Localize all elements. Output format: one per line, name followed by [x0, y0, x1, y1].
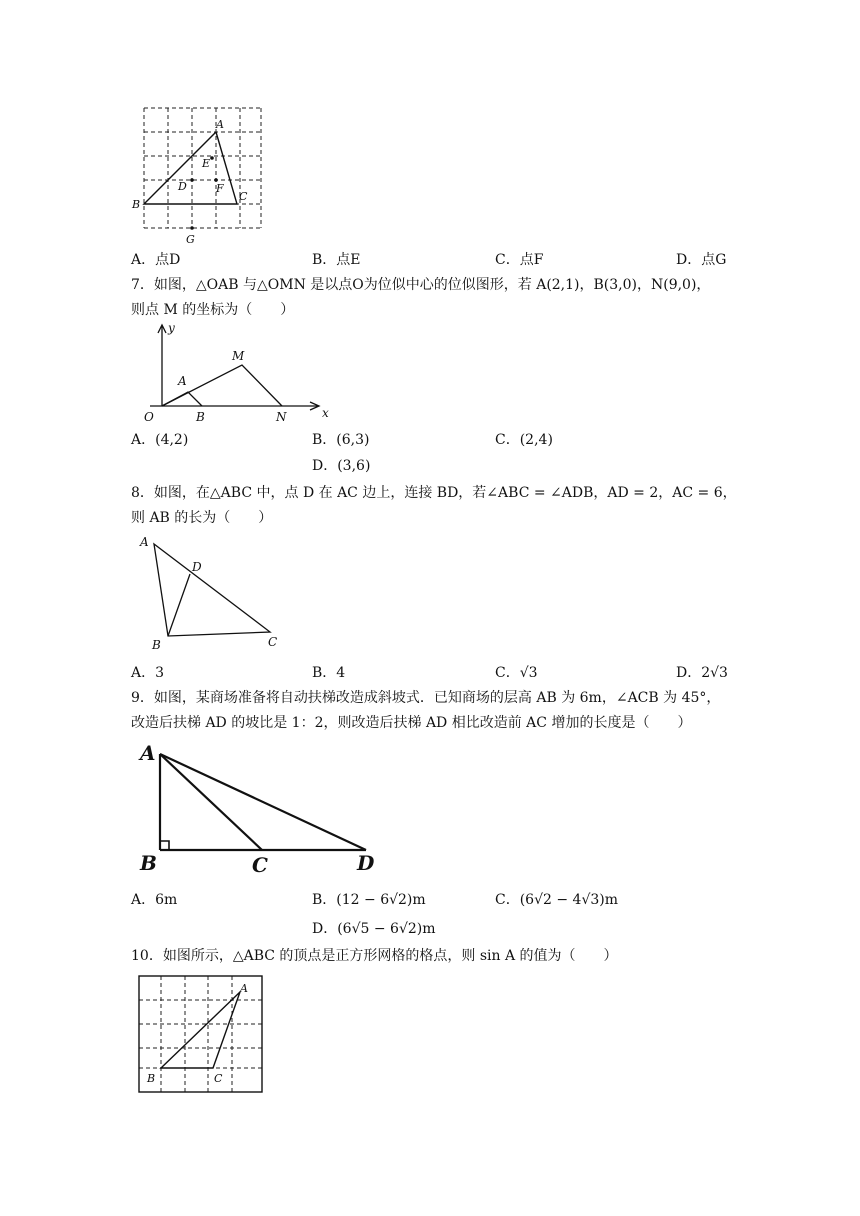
q9-option-b: B．(12 − 6√2)m	[312, 892, 426, 908]
q8-label-a: A	[140, 535, 149, 549]
q7-label-y: y	[168, 321, 175, 335]
q8-stem-line2: 则 AB 的长为（ ）	[131, 510, 273, 526]
q9-option-d: D．(6√5 − 6√2)m	[312, 921, 436, 937]
q9-stem-line1: 9．如图，某商场准备将自动扶梯改造成斜坡式．已知商场的层高 AB 为 6m，∠ACB 为 45°，	[131, 690, 721, 706]
q10-grid-figure	[130, 968, 270, 1096]
q9-escalator-figure	[130, 736, 380, 881]
q8-stem-line1: 8．如图，在△ABC 中，点 D 在 AC 边上，连接 BD，若∠ABC = ∠ADB，AD = 2，AC = 6，	[131, 485, 737, 501]
q9-stem-line2: 改造后扶梯 AD 的坡比是 1：2，则改造后扶梯 AD 相比改造前 AC 增加的长度是（ ）	[131, 715, 692, 731]
q10-stem-line1: 10．如图所示，△ABC 的顶点是正方形网格的格点，则 sin A 的值为（ ）	[131, 948, 618, 964]
q6-label-g: G	[186, 233, 195, 246]
q10-label-c: C	[214, 1072, 223, 1085]
q6-grid-figure	[130, 100, 270, 250]
q6-label-b: B	[132, 198, 141, 211]
q7-label-n: N	[276, 410, 287, 424]
q7-option-b: B．(6,3)	[312, 432, 370, 448]
q7-option-c: C．(2,4)	[495, 432, 553, 448]
q10-label-a: A	[240, 982, 248, 995]
q7-option-a: A．(4,2)	[131, 432, 189, 448]
q10-label-b: B	[147, 1072, 156, 1085]
q9-option-c: C．(6√2 − 4√3)m	[495, 892, 619, 908]
q7-label-b: B	[196, 410, 205, 424]
q6-label-d: D	[178, 180, 187, 193]
q6-option-d: D．点G	[676, 252, 727, 268]
q7-option-d: D．(3,6)	[312, 458, 371, 474]
q7-coordinate-figure	[130, 318, 340, 428]
q9-option-a: A．6m	[131, 892, 178, 908]
q6-label-e: E	[202, 157, 211, 170]
q6-label-a: A	[216, 118, 224, 131]
q7-label-m: M	[232, 349, 245, 363]
q8-triangle-figure	[130, 528, 290, 654]
q8-option-d: D．2√3	[676, 665, 728, 681]
q9-label-d: D	[357, 851, 375, 875]
q6-label-c: C	[239, 190, 248, 203]
q7-stem-line1: 7．如图，△OAB 与△OMN 是以点O为位似中心的位似图形，若 A(2,1)，B(3,0)，N(9,0)，	[131, 277, 711, 293]
q6-option-c: C．点F	[495, 252, 544, 268]
q8-label-c: C	[268, 635, 278, 649]
q9-label-c: C	[252, 853, 268, 877]
q7-label-o: O	[144, 410, 154, 424]
q7-stem-line2: 则点 M 的坐标为（ ）	[131, 302, 295, 318]
q8-option-b: B．4	[312, 665, 346, 681]
q8-option-c: C．√3	[495, 665, 538, 681]
q6-option-b: B．点E	[312, 252, 361, 268]
q7-label-a: A	[178, 374, 187, 388]
q9-label-a: A	[140, 741, 156, 765]
q8-option-a: A．3	[131, 665, 165, 681]
q9-label-b: B	[140, 851, 157, 875]
q6-label-f: F	[216, 182, 224, 195]
q7-label-x: x	[322, 406, 329, 420]
q8-label-d: D	[192, 560, 202, 574]
q8-label-b: B	[152, 638, 161, 652]
q6-option-a: A．点D	[131, 252, 181, 268]
